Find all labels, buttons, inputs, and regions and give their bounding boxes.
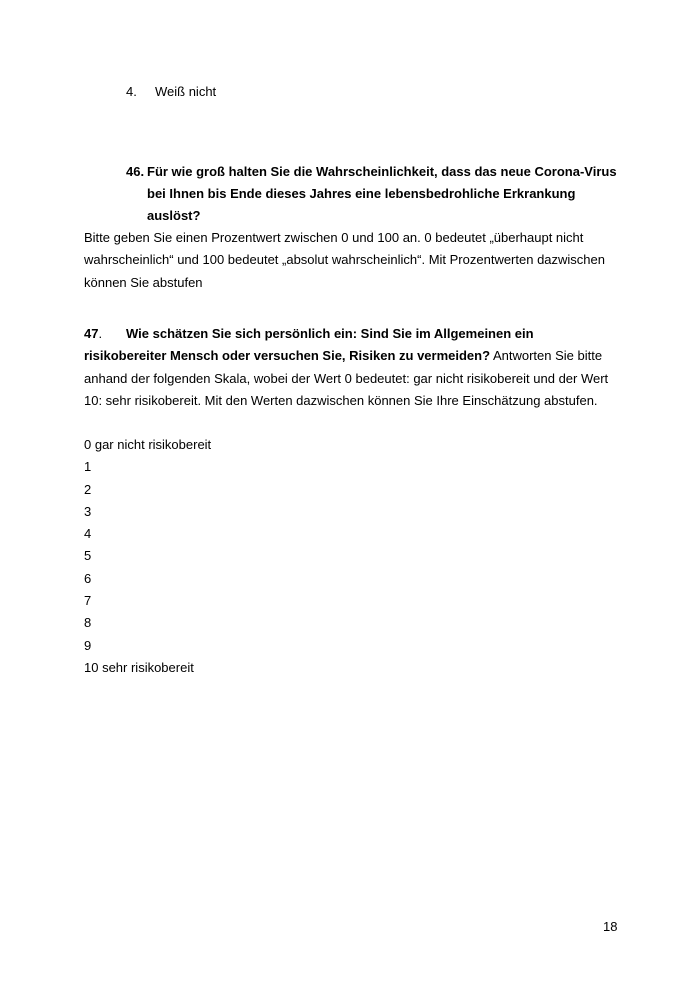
scale-option-10[interactable]: 10 sehr risikobereit <box>84 660 194 675</box>
q47-line-2-rest: Antworten Sie bitte <box>490 348 603 363</box>
q47-bold-line-1: Wie schätzen Sie sich persönlich ein: Sind Sie im Allgemeinen ein <box>126 326 534 341</box>
q46-instruction-line-2: wahrscheinlich“ und 100 bedeutet „absolut wahrscheinlich“. Mit Prozentwerten dazwischen <box>84 252 605 267</box>
q46-title-line-1: Für wie groß halten Sie die Wahrscheinlichkeit, dass das neue Corona-Virus <box>147 164 617 179</box>
q47-line-3: anhand der folgenden Skala, wobei der Wert 0 bedeutet: gar nicht risikobereit und der Wert <box>84 371 609 386</box>
q47-number: 47 <box>84 326 99 341</box>
prev-option-label: Weiß nicht <box>155 84 217 99</box>
scale-option-1[interactable]: 1 <box>84 459 92 474</box>
page-number: 18 <box>603 919 618 934</box>
q46-instruction-line-1: Bitte geben Sie einen Prozentwert zwischen 0 und 100 an. 0 bedeutet „überhaupt nicht <box>84 230 584 245</box>
q46-title-line-3: auslöst? <box>147 208 201 223</box>
scale-option-4[interactable]: 4 <box>84 526 92 541</box>
scale-option-8[interactable]: 8 <box>84 615 92 630</box>
q47-number-wrap <box>84 326 102 341</box>
scale-option-6[interactable]: 6 <box>84 571 92 586</box>
q46-title-line-2: bei Ihnen bis Ende dieses Jahres eine lebensbedrohliche Erkrankung <box>147 186 576 201</box>
scale-option-2[interactable]: 2 <box>84 482 92 497</box>
q47-line-2 <box>84 348 602 363</box>
scale-option-7[interactable]: 7 <box>84 593 92 608</box>
prev-option-number: 4. <box>126 84 137 99</box>
q46-number: 46. <box>126 164 145 179</box>
q47-number-dot: . <box>98 326 103 341</box>
q47-line-4: 10: sehr risikobereit. Mit den Werten dazwischen können Sie Ihre Einschätzung abstufen. <box>84 393 598 408</box>
scale-option-3[interactable]: 3 <box>84 504 92 519</box>
scale-option-5[interactable]: 5 <box>84 548 92 563</box>
q47-bold-line-2: risikobereiter Mensch oder versuchen Sie, Risiken zu vermeiden? <box>84 348 491 363</box>
scale-option-9[interactable]: 9 <box>84 638 92 653</box>
q46-instruction-line-3: können Sie abstufen <box>84 275 203 290</box>
scale-option-0[interactable]: 0 gar nicht risikobereit <box>84 437 212 452</box>
